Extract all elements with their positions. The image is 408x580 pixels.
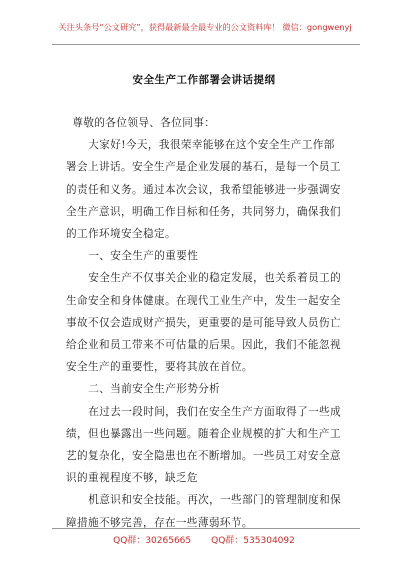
footer-divider	[52, 528, 360, 529]
paragraph-intro: 大家好!今天，我很荣幸能够在这个安全生产工作部署会上讲话。安全生产是企业发展的基石，是每一个员工的责任和义务。通过本次会议，我希望能够进一步强调安全生产意识，明确工作目标和任务，共同努力，确保我们的工作环境安全稳定。	[66, 139, 341, 241]
section-heading-1: 一、安全生产的重要性	[88, 250, 199, 263]
header-notice: 关注头条号“公文研究”，获得最新最全最专业的公文资料库！ 微信：gongwenyj	[58, 22, 352, 32]
paragraph-situation: 在过去一段时间，我们在安全生产方面取得了一些成绩，但也暴露出一些问题。随着企业规模的扩大和生产工艺的复杂化，安全隐患也在不断增加。一些员工对安全意识的重视程度不够，缺乏危	[66, 405, 342, 485]
paragraph-situation-cont: 机意识和安全技能。再次，一些部门的管理制度和保障措施不够完善，存在一些薄弱环节。	[66, 494, 342, 529]
qq-group-1: QQ群：30265665	[113, 536, 192, 546]
header-divider	[52, 44, 360, 45]
document-title: 安全生产工作部署会讲话提纲	[132, 74, 276, 86]
greeting: 尊敬的各位领导、各位同事：	[72, 117, 216, 129]
footer-contacts	[0, 533, 408, 546]
section-heading-2: 二、当前安全生产形势分析	[88, 383, 221, 396]
qq-group-2: QQ群：535304092	[211, 536, 295, 546]
document-body	[66, 112, 344, 534]
paragraph-importance: 安全生产不仅事关企业的稳定发展，也关系着员工的生命安全和身体健康。在现代工业生产中，发生一起安全事故不仅会造成财产损失，更重要的是可能导致人员伤亡给企业和员工带来不可估量的后果。因此，我们不能忽视安全生产的重要性，要将其放在首位。	[66, 272, 342, 374]
